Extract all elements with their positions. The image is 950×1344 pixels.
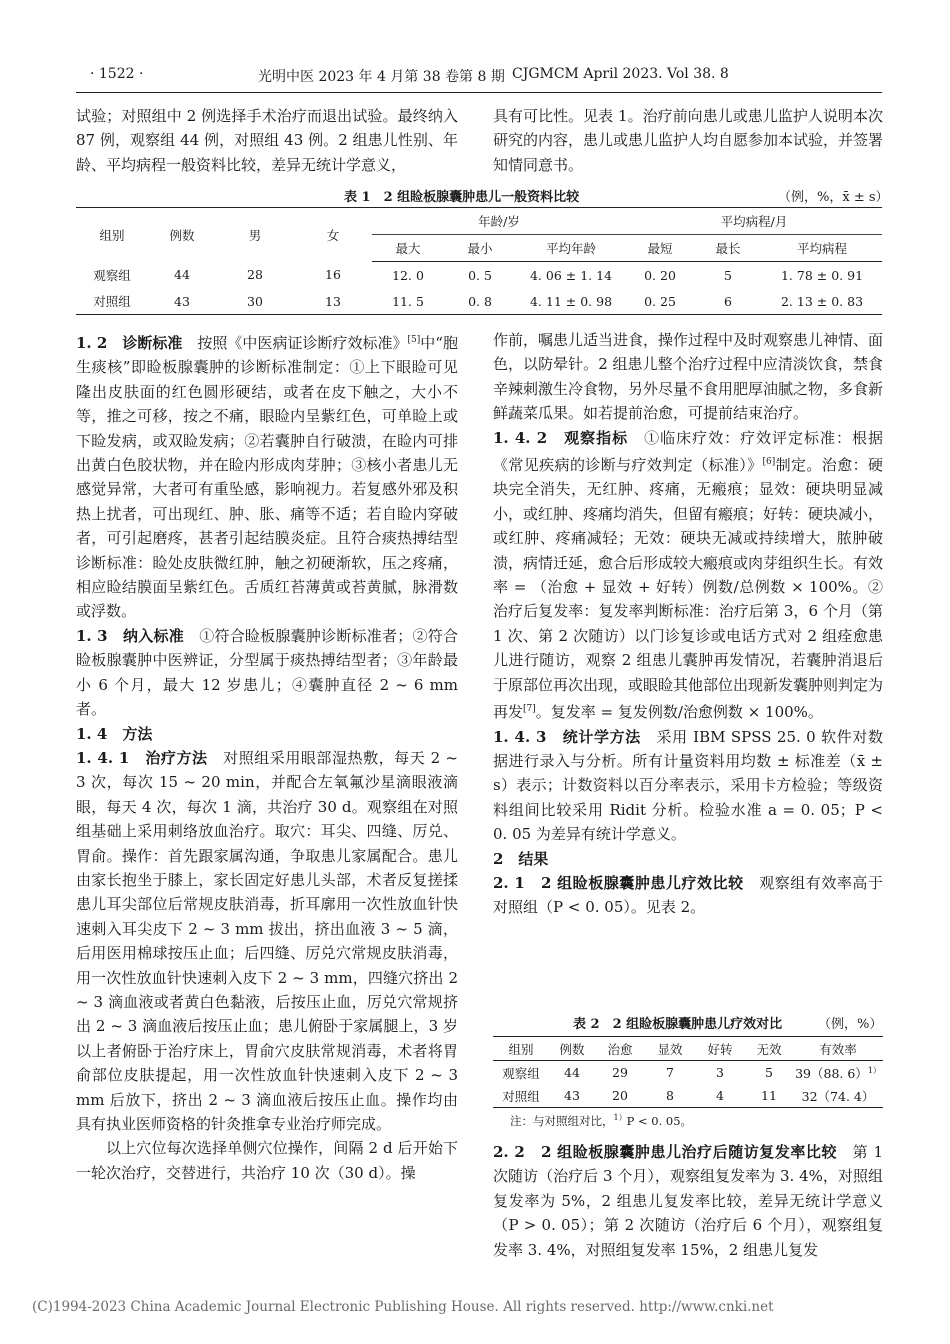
section-2-2-title: 2. 2 2 组睑板腺囊肿患儿治疗后随访复发率比较 <box>493 1143 838 1161</box>
table-row <box>493 1084 883 1108</box>
t2-cell: 11 <box>745 1084 793 1108</box>
section-2-1-text: 观察组有效率高于对照组（P < 0. 05）。见表 2。 <box>493 873 883 917</box>
t1-cell: 观察组 <box>93 267 131 283</box>
table-row <box>76 262 882 289</box>
t1-h-age: 年龄/岁 <box>372 208 626 235</box>
table2-note-a: 注：与对照组对比， <box>510 1113 614 1128</box>
section-1-4-1-para2: 以上穴位每次选择单侧穴位操作，间隔 2 d 后开始下一轮次治疗，交替进行，共治疗 10 次（30 d）。操 <box>76 1139 458 1182</box>
t1-h-course: 平均病程/月 <box>626 208 882 235</box>
t1-cell: 11. 5 <box>372 288 444 315</box>
t1-cell: 13 <box>294 288 372 315</box>
t1-h-male: 男 <box>216 208 294 262</box>
intro-right <box>493 104 883 177</box>
table2-caption: 表 2 2 组睑板腺囊肿患儿疗效对比 <box>573 1017 783 1032</box>
table1 <box>76 207 882 315</box>
copyright-footer: (C)1994-2023 China Academic Journal Electronic Publishing House. All rights reserved. http://www.cnki.net <box>32 1299 774 1315</box>
t1-cell: 28 <box>247 267 263 283</box>
table2-unit: （例，%） <box>818 1017 883 1032</box>
section-1-2-text-b: 中“胞生痰核”即睑板腺囊肿的诊断标准制定：①上下眼睑可见隆出皮肤面的红色圆形硬结，或者在皮下触之，大小不等，推之可移，按之不痛，眼睑内呈紫红色，可单睑上或下睑发病，或双睑发病；②若囊肿自行破溃，在睑内可排出黄白色胶状物，并在睑内形成肉芽肿；③核小者患儿无感觉异常，大者可有重坠感，影响视力。若复感外邪及积热上扰者，可出现红、肿、胀、痛等不适；若自睑内穿破者，可引起磨疼，甚者引起结膜炎症。且符合痰热搏结型诊断标准：睑处皮肤微红肿，触之初硬渐软，压之疼痛，相应睑结膜面呈紫红色。舌质红苔薄黄或苔黄腻，脉滑数或浮数。 <box>76 334 458 621</box>
t2-cell: 观察组 <box>502 1065 540 1081</box>
citation-6: [6] <box>762 457 776 468</box>
t2-header: 显效 <box>645 1037 695 1061</box>
t2-rate: 32（74. 4） <box>801 1088 875 1104</box>
journal-header-cn: 光明中医 2023 年 4 月第 38 卷第 8 期 <box>258 69 505 85</box>
section-1-4-2-text-b: 制定。治愈：硬块完全消失，无红肿、疼痛，无瘢痕；显效：硬块明显减小，或红肿、疼痛均消失，但留有瘢痕；好转：硬块减小，或红肿、疼痛减轻；无效：硬块无减或持续增大，脓肿破溃，病情迁延，愈合后形成较大瘢痕或肉芽组织生长。有效率 = （治愈 + 显效 + 好转）例数/总例数 × 100%。②治疗后复发率：复发率判断标准：治疗后第 3，6 个月（第 1 次、第 2 次随访）以门诊复诊或电话方式对 2 组痊愈患儿进行随访，观察 2 组患儿囊肿再发情况，若囊肿消退后于原部位再次出现，或眼睑其他部位出现新发囊肿则判定为再发 <box>493 456 884 722</box>
t1-h-min: 最小 <box>444 235 516 262</box>
section-1-3 <box>76 624 458 722</box>
table2-note-marker: 1） <box>613 1113 627 1122</box>
citation-7: [7] <box>523 704 536 715</box>
t2-cell: 20 <box>595 1084 645 1108</box>
t1-h-female: 女 <box>294 208 372 262</box>
t2-cell <box>793 1061 883 1085</box>
t2-cell: 29 <box>612 1065 628 1080</box>
journal-header-en: CJGMCM April 2023. Vol 38. 8 <box>512 66 729 82</box>
table2-note-b: P < 0. 05。 <box>626 1113 693 1128</box>
section-1-4-2-text-a: ①临床疗效：疗效评定标准：根据《常见疾病的诊断与疗效判定（标准）》 <box>493 428 883 475</box>
table-row <box>76 288 882 315</box>
section-1-4-1 <box>76 746 458 1137</box>
t1-h-group: 组别 <box>76 208 148 262</box>
t1-cell: 5 <box>724 267 732 283</box>
t1-cell: 0. 25 <box>626 288 694 315</box>
section-1-3-text: ①符合睑板腺囊肿诊断标准者；②符合睑板腺囊肿中医辨证，分型属于痰热搏结型者；③年龄最小 6 个月，最大 12 岁患儿；④囊肿直径 2 ~ 6 mm 者。 <box>76 626 458 719</box>
intro-left <box>76 104 458 177</box>
section-1-4-1-title: 1. 4. 1 治疗方法 <box>76 748 208 767</box>
section-1-4-2-title: 1. 4. 2 观察指标 <box>493 428 629 447</box>
section-1-4-2 <box>493 426 883 725</box>
section-1-4-2-text-c: 。复发率 = 复发例数/治愈例数 × 100%。 <box>535 703 823 722</box>
t1-cell: 4. 11 ± 0. 98 <box>516 288 626 315</box>
section-1-2-title: 1. 2 诊断标准 <box>76 334 183 352</box>
section-2-1-title: 2. 1 2 组睑板腺囊肿患儿疗效比较 <box>493 873 744 892</box>
t1-cell: 0. 8 <box>444 288 516 315</box>
section-1-4-1-text: 对照组采用眼部湿热敷，每天 2 ~ 3 次，每次 15 ~ 20 min，并配合左氧氟沙星滴眼液滴眼，每天 4 次，每次 1 滴，共治疗 30 d。观察组在对照组基础上采用刺络放血治疗。取穴：耳尖、四缝、厉兑、胃俞。操作：首先跟家属沟通，争取患儿家属配合。患儿由家长抱坐于膝上，家长固定好患儿头部，术者反复搓揉患儿耳尖部位后常规皮肤消毒，折耳廓用一次性放血针快速刺入耳尖皮下 2 ~ 3 mm 拔出，挤出血液 3 ~ 5 滴，后用医用棉球按压止血；后四缝、厉兑穴常规皮肤消毒，用一次性放血针快速刺入皮下 2 ~ 3 mm，四缝穴挤出 2 ~ 3 滴血液或者黄白色黏液，后按压止血，厉兑穴常规挤出 2 ~ 3 滴血液后按压止血；患儿俯卧于家属腿上，3 岁以上者俯卧于治疗床上，胃俞穴皮肤常规消毒，术者将胃俞部位皮肤提起，用一次性放血针快速刺入皮下 2 ~ 3 mm 后放下，挤出 2 ~ 3 滴血液后按压止血。操作均由具有执业医师资格的针灸推拿专业治疗师完成。 <box>76 748 458 1133</box>
t1-cell: 16 <box>325 267 341 283</box>
table2 <box>493 1036 883 1108</box>
section-1-4-3-text: 采用 IBM SPSS 25. 0 软件对数据进行录入与分析。所有计量资料用均数 ± 标准差（x̄ ± s）表示；计数资料以百分率表示，采用卡方检验；等级资料组间比较采用 Ridit 分析。检验水准 a = 0. 05；P < 0. 05 为差异有统计学意义。 <box>493 727 883 844</box>
t1-cell: 4. 06 ± 1. 14 <box>529 267 613 283</box>
t1-h-max: 最大 <box>372 235 444 262</box>
t2-header: 无效 <box>745 1037 793 1061</box>
t1-cell: 12. 0 <box>392 267 424 283</box>
section-1-2 <box>76 328 458 624</box>
t1-cell: 对照组 <box>76 288 148 315</box>
t1-h-avg-course: 平均病程 <box>762 235 882 262</box>
t2-cell: 4 <box>695 1084 745 1108</box>
t2-cell: 8 <box>645 1084 695 1108</box>
t2-rate-marker: 1） <box>867 1065 881 1075</box>
t2-header: 有效率 <box>793 1037 883 1061</box>
section-1-2-text-a: 按照《中医病证诊断疗效标准》 <box>197 334 408 352</box>
section-2-2-text: 第 1 次随访（治疗后 3 个月），观察组复发率为 3. 4%，对照组复发率为 5%，2 组患儿复发率比较，差异无统计学意义（P > 0. 05）；第 2 次随访（治疗后 6 个月），观察组复发率 3. 4%，对照组复发率 15%，2 组患儿复发 <box>493 1143 884 1259</box>
citation-5: [5] <box>407 335 421 345</box>
t1-h-short: 最短 <box>626 235 694 262</box>
t2-header: 组别 <box>493 1037 549 1061</box>
section-1-4-3 <box>493 725 883 847</box>
t1-cell: 43 <box>148 288 216 315</box>
left-column <box>76 328 458 1185</box>
t1-cell: 1. 78 ± 0. 91 <box>780 267 864 283</box>
t2-cell: 7 <box>666 1065 674 1080</box>
t1-cell: 0. 20 <box>644 267 676 283</box>
method-continued: 作前，嘱患儿适当进食，操作过程中及时观察患儿神情、面色，以防晕针。2 组患儿整个治疗过程中应清淡饮食，禁食辛辣刺激生冷食物，另外尽量不食用肥厚油腻之物，多食新鲜蔬菜瓜果。如若提前治愈，可提前结束治疗。 <box>493 331 884 423</box>
t2-header: 治愈 <box>595 1037 645 1061</box>
section-2-1 <box>493 871 883 920</box>
section-1-4-title: 1. 4 方法 <box>76 724 153 743</box>
section-1-4-3-title: 1. 4. 3 统计学方法 <box>493 727 641 746</box>
intro-right-text: 具有可比性。见表 1。治疗前向患儿或患儿监护人说明本次研究的内容，患儿或患儿监护人均自愿参加本试验，并签署知情同意书。 <box>493 107 884 174</box>
t1-h-avg-age: 平均年龄 <box>516 235 626 262</box>
t2-cell: 5 <box>765 1065 773 1080</box>
header-rule <box>76 92 882 93</box>
section-2-title: 2 结果 <box>493 849 549 868</box>
t2-cell: 43 <box>549 1084 595 1108</box>
section-2-2 <box>493 1140 883 1262</box>
t2-rate: 39（88. 6） <box>795 1065 868 1081</box>
section-1-3-title: 1. 3 纳入标准 <box>76 626 184 645</box>
table1-unit: （例，%，x̄ ± s） <box>778 190 889 205</box>
t2-cell <box>793 1084 883 1108</box>
t2-header: 好转 <box>695 1037 745 1061</box>
t2-cell: 44 <box>564 1065 580 1080</box>
t1-h-cases: 例数 <box>148 208 216 262</box>
t1-h-long: 最长 <box>694 235 762 262</box>
t1-cell: 2. 13 ± 0. 83 <box>762 288 882 315</box>
t1-cell: 44 <box>174 267 190 283</box>
table-row <box>493 1061 883 1085</box>
t1-cell: 6 <box>694 288 762 315</box>
t1-cell: 0. 5 <box>468 267 492 283</box>
t2-header: 例数 <box>549 1037 595 1061</box>
t1-cell: 30 <box>216 288 294 315</box>
page-number: · 1522 · <box>90 66 144 82</box>
t2-cell: 3 <box>716 1065 724 1080</box>
table1-caption: 表 1 2 组睑板腺囊肿患儿一般资料比较 <box>344 190 580 205</box>
table2-note <box>510 1112 692 1129</box>
right-column <box>493 328 883 920</box>
intro-left-text: 试验；对照组中 2 例选择手术治疗而退出试验。最终纳入 87 例，观察组 44 例，对照组 43 例。2 组患儿性别、年龄、平均病程一般资料比较，差异无统计学意义， <box>76 107 458 174</box>
section-2-2-para <box>493 1140 883 1262</box>
t2-cell: 对照组 <box>493 1084 549 1108</box>
